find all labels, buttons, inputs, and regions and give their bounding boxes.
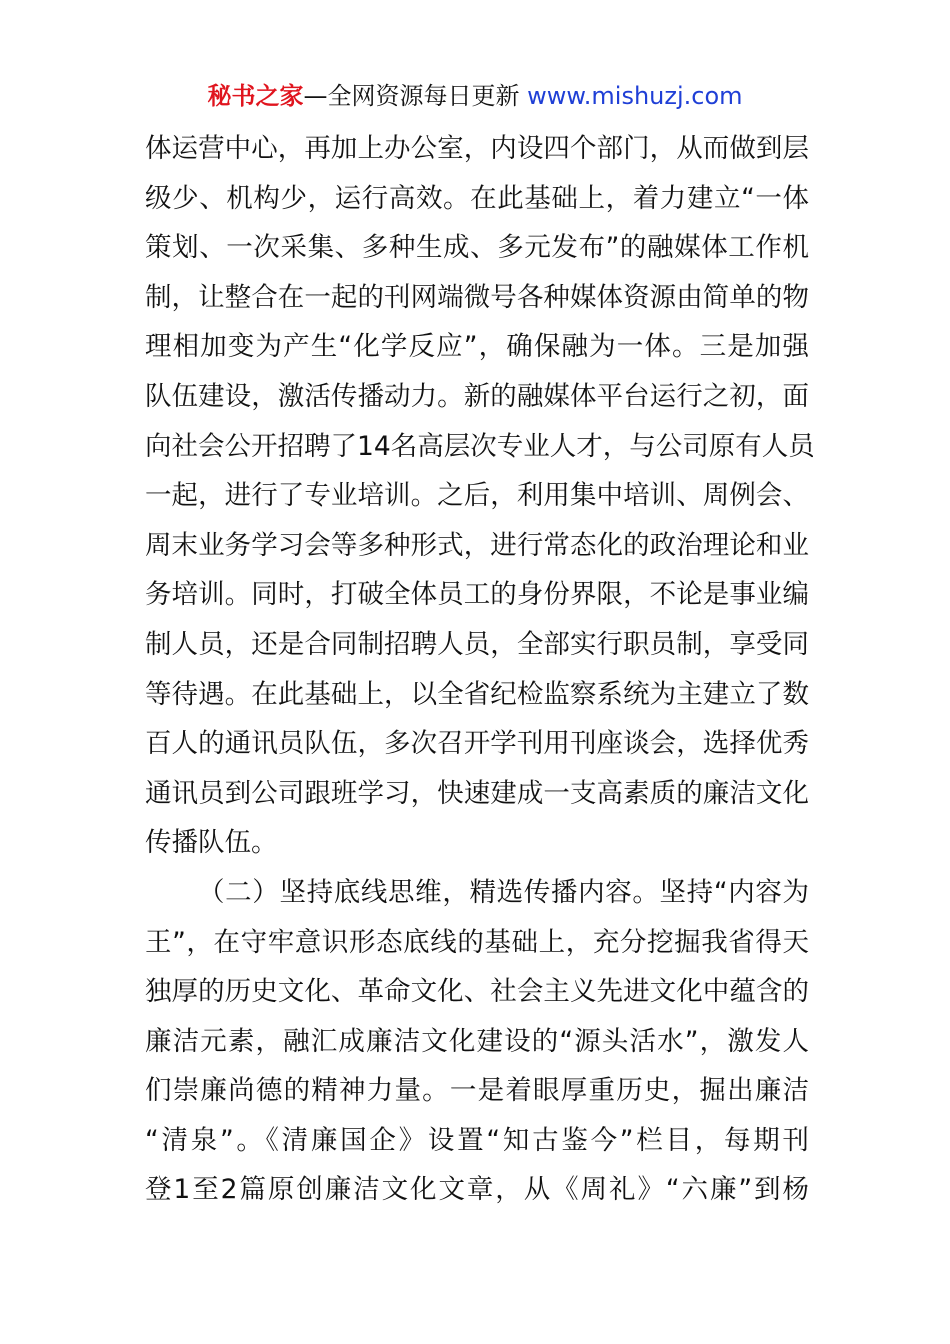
text-line: 队伍建设，激活传播动力。新的融媒体平台运行之初，面 — [145, 380, 809, 412]
brand-name: 秘书之家 — [207, 82, 304, 110]
text-line: 体运营中心，再加上办公室，内设四个部门，从而做到层 — [145, 133, 809, 164]
paragraph-first-line: （二）坚持底线思维，精选传播内容。坚持“内容为 — [198, 876, 809, 908]
text-line: 级少、机构少，运行高效。在此基础上，着力建立“一体 — [145, 182, 809, 214]
text-line: 独厚的历史文化、革命文化、社会主义先进文化中蕴含的 — [145, 976, 809, 1008]
page-header — [0, 80, 950, 112]
text-line: 制人员，还是合同制招聘人员，全部实行职员制，享受同 — [145, 628, 809, 660]
text-line: 百人的通讯员队伍，多次召开学刊用刊座谈会，选择优秀 — [145, 728, 809, 760]
text-line: 一起，进行了专业培训。之后，利用集中培训、周例会、 — [145, 480, 809, 512]
text-line: 通讯员到公司跟班学习，快速建成一支高素质的廉洁文化 — [145, 777, 809, 809]
text-line: 制，让整合在一起的刊网端微号各种媒体资源由简单的物 — [145, 281, 809, 313]
text-line: 务培训。同时，打破全体员工的身份界限，不论是事业编 — [145, 579, 809, 611]
text-line: “清泉”。《清廉国企》设置“知古鉴今”栏目，每期刊 — [145, 1124, 809, 1156]
text-line: 策划、一次采集、多种生成、多元发布”的融媒体工作机 — [145, 232, 809, 264]
text-line: 传播队伍。 — [145, 827, 278, 859]
text-line: 王”，在守牢意识形态底线的基础上，充分挖掘我省得天 — [145, 926, 809, 958]
header-tagline: —全网资源每日更新 — [303, 82, 528, 110]
text-line: 们崇廉尚德的精神力量。一是着眼厚重历史，掘出廉洁 — [145, 1075, 809, 1107]
site-url[interactable]: www.mishuzj.com — [527, 82, 743, 110]
text-line: 向社会公开招聘了14名高层次专业人才，与公司原有人员 — [145, 430, 815, 462]
text-line: 登1至2篇原创廉洁文化文章，从《周礼》“六廉”到杨 — [145, 1174, 809, 1206]
body-text — [145, 124, 815, 1215]
text-line: 等待遇。在此基础上，以全省纪检监察系统为主建立了数 — [145, 678, 809, 710]
text-line: 廉洁元素，融汇成廉洁文化建设的“源头活水”，激发人 — [145, 1025, 809, 1057]
text-line: 理相加变为产生“化学反应”，确保融为一体。三是加强 — [145, 331, 809, 363]
text-line: 周末业务学习会等多种形式，进行常态化的政治理论和业 — [145, 529, 809, 561]
